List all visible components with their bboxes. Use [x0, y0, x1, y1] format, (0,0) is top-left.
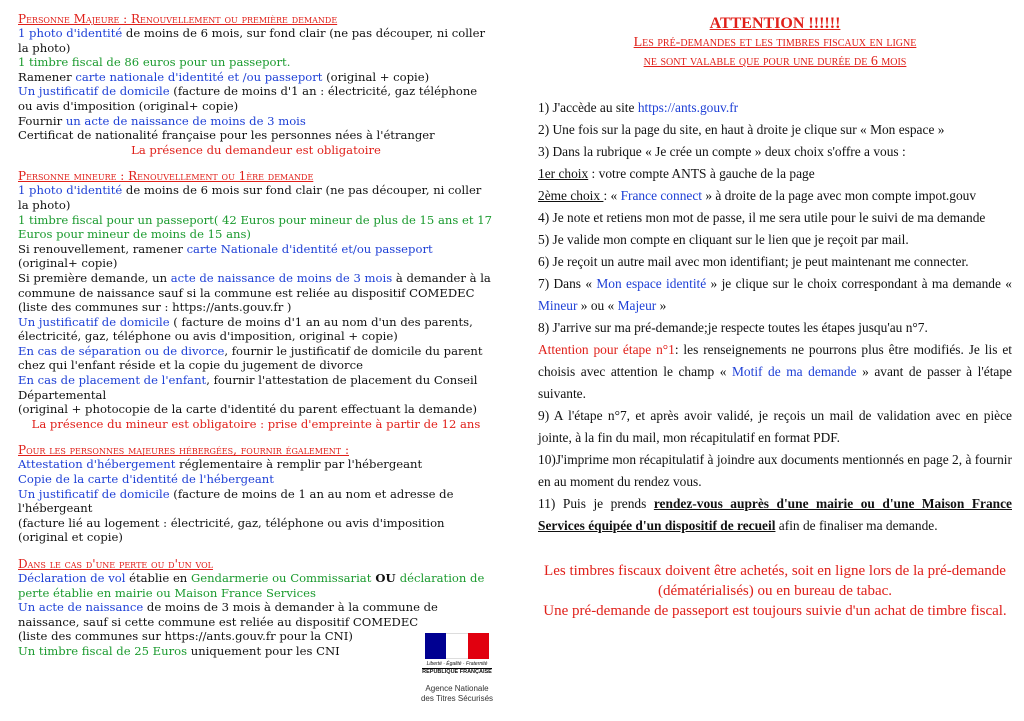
agency-name: Agence Nationale des Titres Sécurisés [420, 684, 494, 703]
host-id-copy: Copie de la carte d'identité de l'hébergeant [18, 472, 274, 487]
presence-required: La présence du demandeur est obligatoire [131, 142, 381, 157]
step-1-warning: Attention pour étape n°1: les renseignements ne pourrons plus être modifiés. Je lis et choisis avec attention le champ « Motif de ma demande » avant de passer à l'étape suivante. [538, 342, 1012, 401]
parent-id-copy: (original + photocopie de la carte d'identité du parent effectuant la demande) [18, 402, 477, 417]
section-title-minor: Personne mineure : Renouvellement ou 1ère demande [18, 169, 314, 184]
marianne-flag-icon [425, 633, 489, 659]
section-title-loss: Dans le cas d'une perte ou d'un vol [18, 557, 213, 571]
housing-invoice: (facture lié au logement : électricité, gaz, téléphone ou avis d'imposition (original et copie) [18, 515, 445, 545]
hosting-certificate: Attestation d'hébergement réglementaire à remplir par l'hébergeant [18, 457, 423, 472]
tax-stamp-note: Les timbres fiscaux doivent être achetés, soit en ligne lors de la pré-demande (dématérialisés) ou en bureau de tabac. Une pré-demande de passeport est toujours suivie d'un achat de timbre fiscal. [543, 563, 1007, 619]
step-7: 7) Dans « Mon espace identité » je clique sur le choix correspondant à ma demande « Mineur » ou « Majeur » [538, 276, 1012, 313]
step-11: 11) Puis je prends rendez-vous auprès d'une mairie ou d'une Maison France Services équipée d'un dispositif de recueil afin de finaliser ma demande. [538, 496, 1012, 533]
step-4: 4) Je note et retiens mon mot de passe, il me sera utile pour le suivi de ma demande [538, 210, 986, 225]
step-10: 10)J'imprime mon récapitulatif à joindre aux documents mentionnés en page 2, à fournir en au moment du rendez vous. [538, 452, 1012, 489]
left-column [18, 12, 494, 659]
tax-stamp-requirement: 1 timbre fiscal pour un passeport( 42 Euros pour mineur de plus de 15 ans et 17 Euros pour mineur de moins de 15 ans) [18, 212, 492, 242]
section-title-hosted: Pour les personnes majeures hébergées, fournir également : [18, 443, 349, 458]
presence-required: La présence du mineur est obligatoire : prise d'empreinte à partir de 12 ans [31, 416, 481, 431]
section-hosted [18, 443, 494, 545]
choice-2: 2ème choix : « France connect » à droite de la page avec mon compte impot.gouv [538, 188, 977, 203]
divorce-case: En cas de séparation ou de divorce, fournir le justificatif de domicile du parent chez qui l'enfant réside et la copie du jugement de divorce [18, 343, 483, 373]
step-2: 2) Une fois sur la page du site, en haut à droite je clique sur « Mon espace » [538, 122, 945, 137]
placement-case: En cas de placement de l'enfant, fournir l'attestation de placement du Conseil Départemental [18, 373, 478, 402]
address-proof-requirement: Un justificatif de domicile (facture de moins de 1 an au nom et adresse de l'hébergeant [18, 486, 454, 516]
step-5: 5) Je valide mon compte en cliquant sur le lien que je reçoit par mail. [538, 232, 909, 247]
choice-1: 1er choix : votre compte ANTS à gauche de la page [538, 166, 815, 181]
step-9: 9) A l'étape n°7, et après avoir validé, je reçois un mail de validation avec en pièce jointe, à la fin du mail, mon récapitulatif en format PDF. [538, 408, 1012, 445]
photo-requirement: 1 photo d'identité de moins de 6 mois, sur fond clair (ne pas découper, ni coller la photo) [18, 26, 486, 55]
id-card-requirement: Ramener carte nationale d'identité et /ou passeport (original + copie) [18, 69, 430, 84]
step-6: 6) Je reçoit un autre mail avec mon identifiant; je peut maintenant me connecter. [538, 254, 969, 269]
step-1: 1) J'accède au site https://ants.gouv.fr [538, 100, 739, 115]
attention-subtitle-1: Les pré-demandes et les timbres fiscaux en ligne [633, 35, 917, 50]
section-loss-theft [18, 557, 485, 659]
tax-stamp-requirement: 1 timbre fiscal de 86 euros pour un passeport. [18, 55, 291, 70]
theft-declaration: Déclaration de vol établie en Gendarmerie ou Commissariat OU déclaration de perte établie en mairie ou Maison France Services [18, 571, 485, 600]
steps-list [538, 97, 1012, 537]
right-column [538, 14, 1012, 621]
section-title-adult: Personne Majeure : Renouvellement ou première demande [18, 12, 338, 26]
birth-certificate-requirement: Si première demande, un acte de naissance de moins de 3 mois à demander à la commune de naissance sauf si la commune est reliée au dispositif COMEDEC (liste des communes sur : https://ants.gouv.fr ) [18, 270, 491, 315]
commune-list: (liste des communes sur https://ants.gouv.fr pour la CNI) [18, 629, 353, 644]
address-proof-requirement: Un justificatif de domicile ( facture de moins d'1 an au nom d'un des parents, électricité, gaz, téléphone ou avis d'imposition, original + copie) [18, 314, 473, 344]
section-minor [18, 169, 494, 431]
id-card-requirement: Si renouvellement, ramener carte Nationale d'identité et/ou passeport (original+ copie) [18, 241, 433, 271]
birth-certificate-requirement: Un acte de naissance de moins de 3 mois à demander à la commune de naissance, sauf si cette commune est reliée au dispositif COMEDEC [18, 600, 438, 629]
photo-requirement: 1 photo d'identité de moins de 6 mois sur fond clair (ne pas découper, ni coller la photo) [18, 183, 482, 212]
ants-link[interactable]: https://ants.gouv.fr [637, 100, 739, 115]
tax-stamp-cni: Un timbre fiscal de 25 Euros uniquement pour les CNI [18, 643, 340, 658]
attention-title: ATTENTION !!!!!! [709, 15, 841, 32]
step-8: 8) J'arrive sur ma pré-demande;je respecte toutes les étapes jusqu'au n°7. [538, 320, 928, 335]
section-adult [18, 12, 494, 157]
nationality-certificate: Certificat de nationalité française pour les personnes nées à l'étranger [18, 128, 435, 143]
ants-logo: Liberté · Égalité · Fraternité RÉPUBLIQUE FRANÇAISE Agence Nationale des Titres Sécurisés [410, 633, 504, 717]
birth-certificate-requirement: Fournir un acte de naissance de moins de 3 mois [18, 113, 306, 128]
step-3: 3) Dans la rubrique « Je crée un compte » deux choix s'offre a vous : [538, 144, 906, 159]
address-proof-requirement: Un justificatif de domicile (facture de moins d'1 an : électricité, gaz téléphone ou avis d'imposition (original+ copie) [18, 84, 478, 113]
attention-subtitle-2: ne sont valable que pour une durée de 6 mois [643, 54, 907, 69]
